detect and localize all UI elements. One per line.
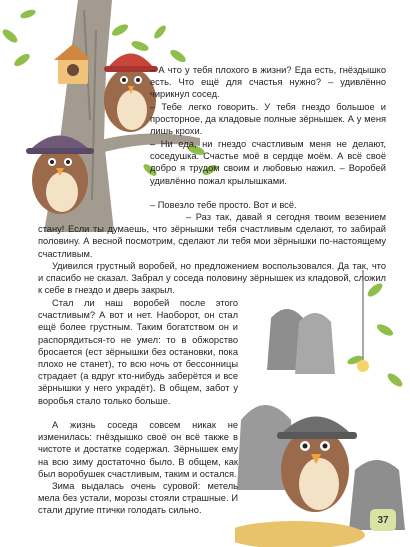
paragraph-7: Стал ли наш воробей после этого счастливым? А вот и нет. Наоборот, он стал ещё более грустным. Таким богатством он и распорядиться-то не умел: то в обжорство бросается (ест зёрнышки без остановки, пока плохо не станет), то всю ночь от бессонницы страдает (а вдруг кто-нибудь заберётся и все зёрнышки у него украдёт). В общем, забот у воробья стало только больше. <box>38 298 238 406</box>
sparrow-grey-cap <box>277 416 357 512</box>
page-number-badge: 37 <box>370 509 396 531</box>
lamp-icon <box>357 360 369 372</box>
sparrow-sacks-illustration <box>235 270 410 547</box>
paragraph-3: – Ни еда, ни гнездо счастливым меня не делают, соседушка. Счастье моё в сердце моём. А всё своё добро я трудом своим и любовью нажил. – Воробей удивлённо пожал крылышками. <box>150 139 386 186</box>
leaves-bottom <box>346 281 404 389</box>
paragraph-5: – Раз так, давай я сегодня твоим везением стану! Если ты думаешь, что зёрнышки тебя счастливым сделают, то забирай половину. А весной посмотрим, сделают ли тебя мои зёрнышки по-настоящему счастливым. <box>38 212 386 259</box>
paragraph-4: – Повезло тебе просто. Вот и всё. <box>150 200 297 210</box>
paragraph-8: А жизнь соседа совсем никак не изменилась: гнёздышко своё он всё также в чистоте и достатке содержал. Зёрнышек ему на всю зиму достаточно было. В общем, как был воробушек счастливым, таким и остался. <box>38 420 238 479</box>
paragraph-2: – Тебе легко говорить. У тебя гнездо большое и просторное, да кладовые полные зёрнышек. А у меня лишь крохи. <box>150 102 386 137</box>
paragraph-6: Удивился грустный воробей, но предложением воспользовался. Да так, что и спасибо не сказал. Забрал у соседа половину зёрнышек из кладовой, сложил к себе в гнездо и дверь закрыл. <box>38 261 386 296</box>
paragraph-1: – А что у тебя плохого в жизни? Еда есть, гнёздышко есть. Что ещё для счастья нужно? – удивлённо чирикнул сосед. <box>150 65 386 100</box>
paragraph-9: Зима выдалась очень суровой: метель мела без устали, морозы стояли страшные. И стали другие птички голодать сильно. <box>38 481 238 516</box>
grain-pile <box>235 521 365 547</box>
